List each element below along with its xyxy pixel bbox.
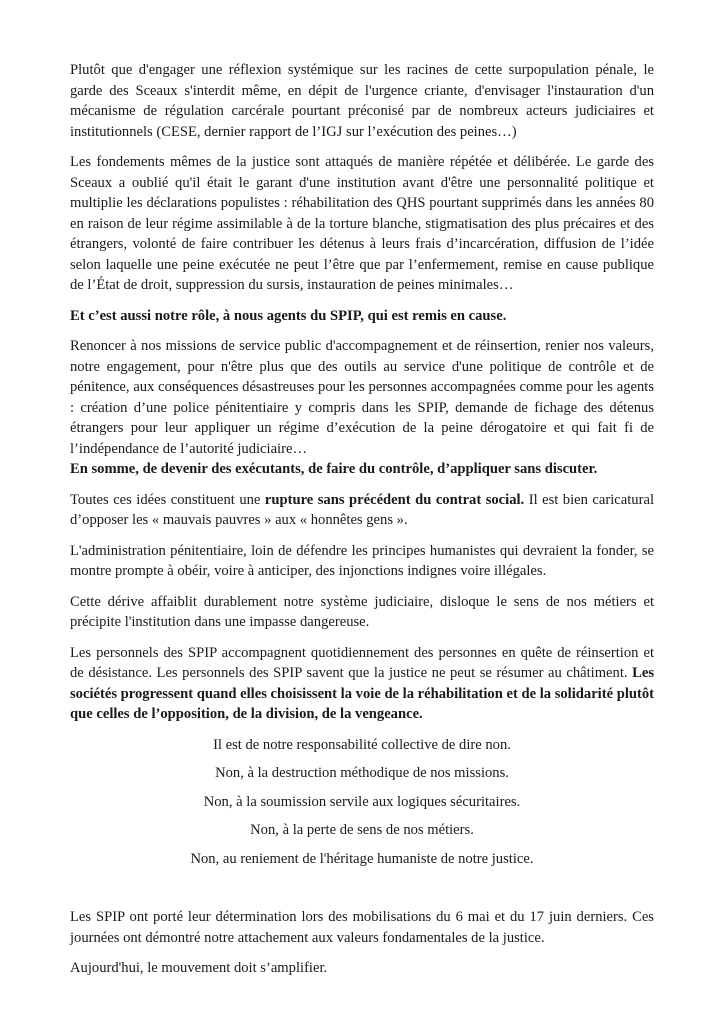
paragraph-administration: L'administration pénitentiaire, loin de défendre les principes humanistes qui devraient la fonder, se montre prompte à obéir, voire à anticiper, des injonctions indignes voire illégales.: [70, 542, 654, 579]
paragraph-spip-staff: [70, 643, 654, 725]
refusal-line: Non, au reniement de l'héritage humaniste de notre justice.: [190, 850, 534, 867]
refusal-line: Il est de notre responsabilité collective de dire non.: [213, 736, 511, 753]
text-social-contract-bold: rupture sans précédent du contrat social.: [264, 491, 525, 508]
text-social-contract-start: Toutes ces idées constituent une: [70, 491, 265, 508]
paragraph-renounce-missions: Renoncer à nos missions de service public d'accompagnement et de réinsertion, renier nos valeurs, notre engagement, pour n'être plus que des outils au service d'une politique de contrôle et de pénitence, aux conséquences désastreuses pour les personnes accompagnées comme pour les agents : création d’une police pénitentiaire y compris dans les SPIP, demande de fichage des détenus étrangers pour leur appliquer un régime d’exécution de la peine dérogatoire et qui fait fi de l’indépendance de l’autorité judiciaire…: [70, 338, 654, 457]
paragraph-foundations: Les fondements mêmes de la justice sont attaqués de manière répétée et délibérée. Le garde des Sceaux a oublié qu'il était le garant d'une institution avant d'être une personnalité politique et multiplie les déclarations populistes : réhabilitation des QHS pourtant supprimés dans les années 80 en raison de leur régime assimilable à de la torture blanche, stigmatisation des plus précaires et des étrangers, volonté de faire contribuer les détenus à leurs frais d’incarcération, diffusion de l’idée selon laquelle une peine exécutée ne peut l’être que par l’enfermement, remise en cause publique de l’État de droit, suppression du sursis, instauration de peines minimales…: [70, 154, 654, 293]
text-social-contract-end: Il est bien caricatural d’opposer les « mauvais pauvres » aux « honnêtes gens ».: [70, 491, 654, 528]
paragraph-role-questioned: Et c’est aussi notre rôle, à nous agents du SPIP, qui est remis en cause.: [70, 307, 507, 324]
refusal-line: Non, à la destruction méthodique de nos missions.: [215, 765, 509, 781]
paragraph-executants: En somme, de devenir des exécutants, de faire du contrôle, d’appliquer sans discuter.: [70, 461, 598, 477]
paragraph-social-contract: [70, 490, 654, 531]
refusal-line: Non, à la soumission servile aux logiques sécuritaires.: [203, 793, 521, 810]
paragraph-overcrowding: Plutôt que d'engager une réflexion systémique sur les racines de cette surpopulation pénale, le garde des Sceaux s'interdit même, en dépit de l'urgence criante, d'envisager l'instauration d'un mécanisme de régulation carcérale pourtant préconisé par de nombreux acteurs judiciaires et institutionnels (CESE, dernier rapport de l’IGJ sur l’exécution des peines…): [70, 62, 654, 140]
refusal-list: [70, 735, 654, 870]
paragraph-mobilisations: Les SPIP ont porté leur détermination lors des mobilisations du 6 mai et du 17 juin derniers. Ces journées ont démontré notre attachement aux valeurs fondamentales de la justice.: [70, 909, 654, 946]
paragraph-drift: Cette dérive affaiblit durablement notre système judiciaire, disloque le sens de nos métiers et précipite l'institution dans une impasse dangereuse.: [70, 593, 654, 630]
text-societies-progress: Les sociétés progressent quand elles choisissent la voie de la réhabilitation et de la solidarité plutôt que celles de l’opposition, de la division, de la vengeance.: [70, 665, 655, 722]
paragraph-amplify: Aujourd'hui, le mouvement doit s’amplifier.: [70, 960, 328, 976]
refusal-line: Non, à la perte de sens de nos métiers.: [250, 822, 474, 838]
spacer: [70, 877, 654, 907]
text-spip-staff: Les personnels des SPIP accompagnent quotidiennement des personnes en quête de réinsertion et de désistance. Les personnels des SPIP savent que la justice ne peut se résumer au châtiment.: [70, 644, 654, 681]
